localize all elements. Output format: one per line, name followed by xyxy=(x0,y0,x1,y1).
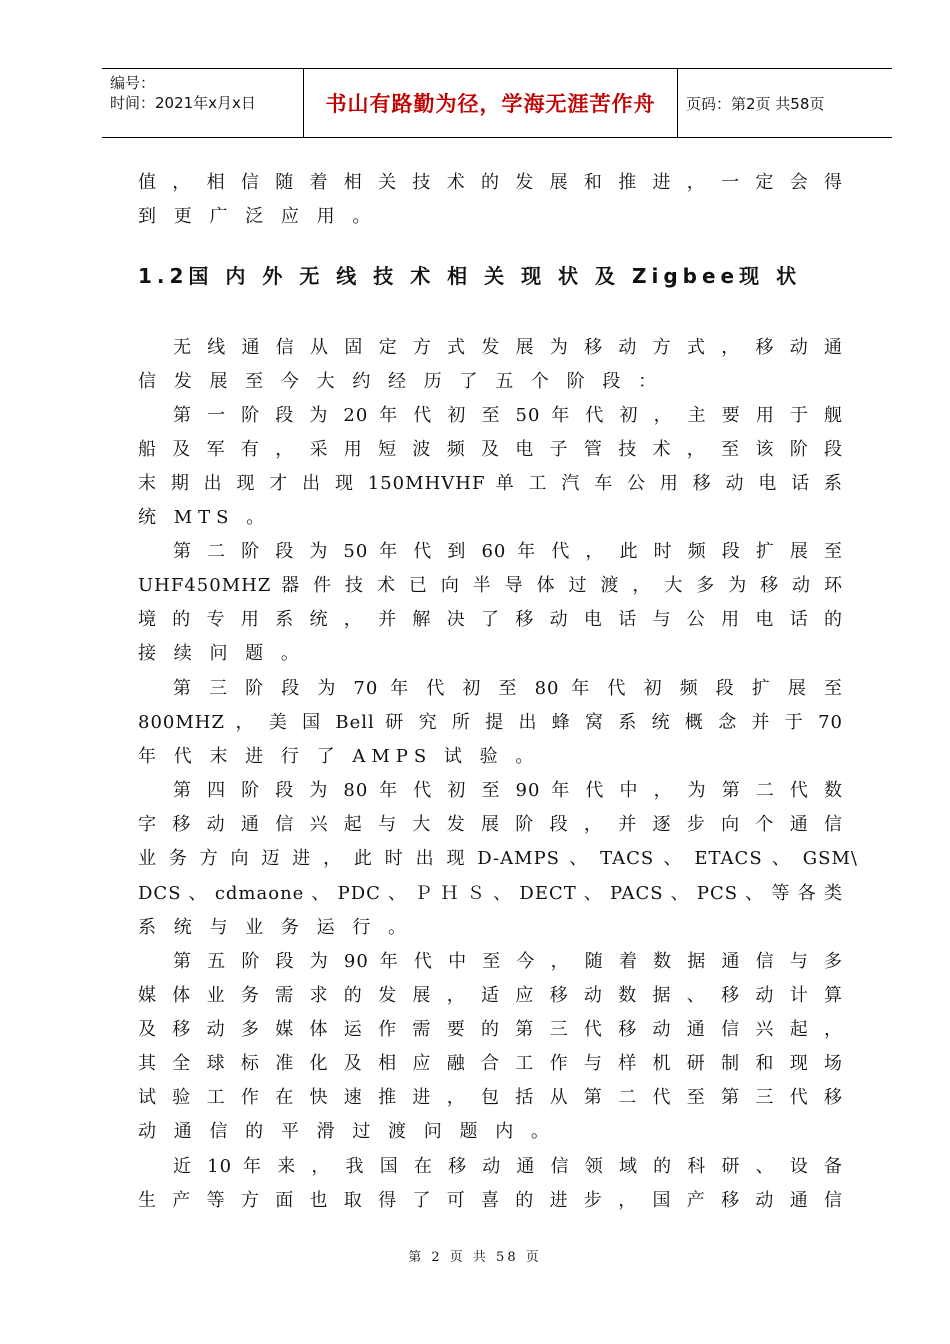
body-line: 第 四 阶 段 为 80 年 代 初 至 90 年 代 中 ， 为 第 二 代 数 xyxy=(173,780,843,801)
body-line: 800MHZ ， 美 国 Bell 研 究 所 提 出 蜂 窝 系 统 概 念 并 于 70 xyxy=(138,712,843,733)
header-page-number: 页码：第2页 共58页 xyxy=(686,94,825,113)
body-line: 第 五 阶 段 为 90 年 代 中 至 今 ， 随 着 数 据 通 信 与 多 xyxy=(173,951,843,972)
body-line: 信 发 展 至 今 大 约 经 历 了 五 个 阶 段 ： xyxy=(138,371,663,392)
body-line: 境 的 专 用 系 统 ， 并 解 决 了 移 动 电 话 与 公 用 电 话 的 xyxy=(138,609,843,630)
body-line: 生 产 等 方 面 也 取 得 了 可 喜 的 进 步 ， 国 产 移 动 通 信 xyxy=(138,1190,843,1211)
body-line: 其 全 球 标 准 化 及 相 应 融 合 工 作 与 样 机 研 制 和 现 场 xyxy=(138,1053,843,1074)
body-line: 值 ， 相 信 随 着 相 关 技 术 的 发 展 和 推 进 ， 一 定 会 得 xyxy=(138,172,843,193)
body-line: 年 代 末 进 行 了 AMPS 试 验 。 xyxy=(138,746,540,767)
header-meta xyxy=(102,69,304,137)
body-line: 业 务 方 向 迈 进 ， 此 时 出 现 D-AMPS 、 TACS 、 ETACS 、 GSM\ xyxy=(138,848,858,869)
body-line: 无 线 通 信 从 固 定 方 式 发 展 为 移 动 方 式 ， 移 动 通 xyxy=(173,337,843,358)
body-line: 第 三 阶 段 为 70 年 代 初 至 80 年 代 初 频 段 扩 展 至 xyxy=(173,678,843,699)
document-header xyxy=(102,68,892,138)
body-line: 试 验 工 作 在 快 速 推 进 ， 包 括 从 第 二 代 至 第 三 代 移 xyxy=(138,1087,843,1108)
body-line: 系 统 与 业 务 运 行 。 xyxy=(138,917,413,938)
body-line: 字 移 动 通 信 兴 起 与 大 发 展 阶 段 ， 并 逐 步 向 个 通 信 xyxy=(138,814,843,835)
body-line: 近 10 年 来 ， 我 国 在 移 动 通 信 领 域 的 科 研 、 设 备 xyxy=(173,1156,843,1177)
body-line: DCS 、 cdmaone 、 PDC 、 Ｐ Ｈ Ｓ 、 DECT 、 PACS 、 PCS 、 等 各 类 xyxy=(138,883,843,904)
body-line: UHF450MHZ 器 件 技 术 已 向 半 导 体 过 渡 ， 大 多 为 移 动 环 xyxy=(138,575,843,596)
body-line: 末 期 出 现 才 出 现 150MHVHF 单 工 汽 车 公 用 移 动 电 话 系 xyxy=(138,473,843,494)
section-heading: 1.2国 内 外 无 线 技 术 相 关 现 状 及 Zigbee现 状 xyxy=(138,264,802,288)
body-line: 统 MTS 。 xyxy=(138,507,271,528)
body-line: 第 二 阶 段 为 50 年 代 到 60 年 代 ， 此 时 频 段 扩 展 至 xyxy=(173,541,843,562)
number-label: 编号： xyxy=(110,74,156,92)
page-footer: 第 2 页 共 58 页 xyxy=(408,1250,542,1265)
body-line: 船 及 军 有 ， 采 用 短 波 频 及 电 子 管 技 术 ， 至 该 阶 段 xyxy=(138,439,843,460)
body-line: 及 移 动 多 媒 体 运 作 需 要 的 第 三 代 移 动 通 信 兴 起 ， xyxy=(138,1019,843,1040)
body-line: 接 续 问 题 。 xyxy=(138,643,305,664)
body-line: 媒 体 业 务 需 求 的 发 展 ， 适 应 移 动 数 据 、 移 动 计 算 xyxy=(138,985,843,1006)
header-motto: 书山有路勤为径，学海无涯苦作舟 xyxy=(304,69,678,137)
time-text: 时间：2021年x月x日 xyxy=(110,94,256,112)
body-line: 第 一 阶 段 为 20 年 代 初 至 50 年 代 初 ， 主 要 用 于 舰 xyxy=(173,405,843,426)
body-line: 到 更 广 泛 应 用 。 xyxy=(138,206,377,227)
body-line: 动 通 信 的 平 滑 过 渡 问 题 内 。 xyxy=(138,1121,555,1142)
